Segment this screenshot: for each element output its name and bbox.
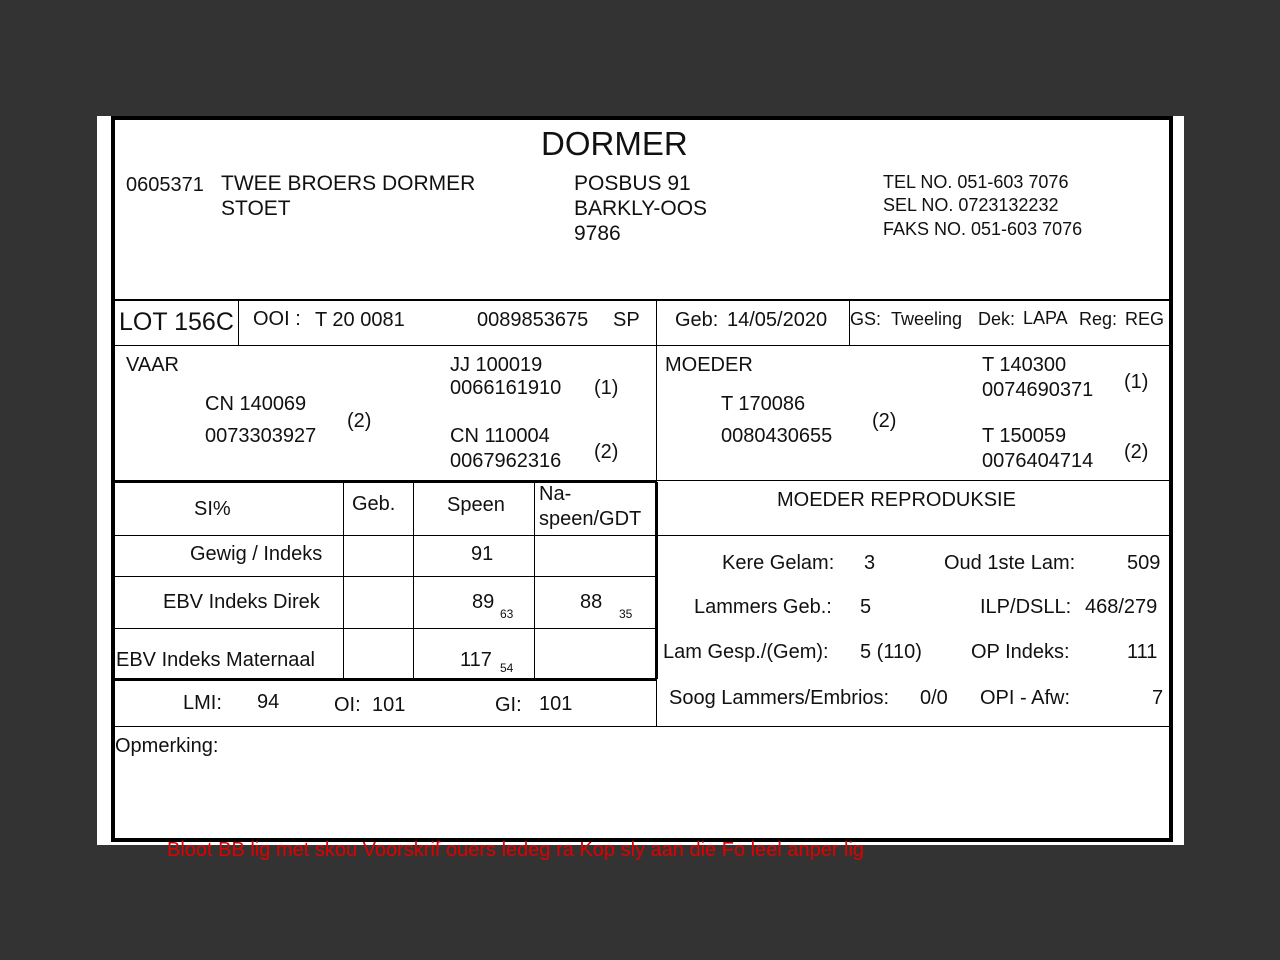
lambs-born-label: Lammers Geb.:: [694, 596, 832, 618]
sire-dam-mark: (2): [594, 441, 619, 463]
dam-dam-mark: (2): [1124, 441, 1149, 463]
dam-label: MOEDER: [665, 354, 753, 376]
sel-number: SEL NO. 0723132232: [883, 195, 1059, 215]
col-header-si: SI%: [194, 498, 231, 520]
gi-value: 101: [539, 693, 573, 715]
border-right: [1169, 116, 1173, 841]
times-lambed-label: Kere Gelam:: [722, 552, 835, 574]
tel-number: TEL NO. 051-603 7076: [883, 172, 1069, 192]
ebv-maternal-speen-accuracy: 54: [500, 661, 514, 675]
dek-label: Dek:: [978, 309, 1016, 329]
weight-index-speen: 91: [471, 543, 494, 565]
col-header-naspeen-line-2: speen/GDT: [539, 508, 642, 530]
dam-sire-mark: (1): [1124, 371, 1149, 393]
divider: [111, 345, 1173, 346]
sheep-id-number: 0089853675: [477, 309, 589, 331]
divider: [534, 482, 535, 679]
divider: [657, 480, 1173, 481]
footer-red-text: Bloot BB lig met skou Voorskrif ouers ledeg ra Kop sly aan die Fo leel anper lig: [167, 839, 865, 861]
opi-deviation-value: 7: [1152, 687, 1164, 709]
gs-label: GS:: [850, 309, 882, 329]
breeder-name-line-2: STOET: [221, 197, 291, 220]
address-line-3: 9786: [574, 222, 621, 245]
divider: [111, 299, 1173, 301]
sire-label: VAAR: [126, 354, 179, 376]
opi-deviation-label: OPI - Afw:: [980, 687, 1071, 709]
row-label-ebv-direct: EBV Indeks Direk: [163, 591, 320, 613]
remarks-label: Opmerking:: [115, 735, 219, 757]
col-header-speen: Speen: [447, 494, 505, 516]
divider: [655, 482, 658, 679]
op-index-value: 111: [1127, 641, 1158, 663]
border-left: [111, 116, 115, 841]
ebv-direct-naspeen: 88: [580, 591, 603, 613]
faks-number: FAKS NO. 051-603 7076: [883, 219, 1083, 239]
divider: [413, 482, 414, 679]
reg-value: REG: [1125, 309, 1165, 329]
divider: [111, 535, 657, 536]
page-title: DORMER: [541, 125, 688, 162]
col-header-geb: Geb.: [352, 493, 396, 515]
dam-number: 0080430655: [721, 425, 833, 447]
age-first-lamb-value: 509: [1127, 552, 1161, 574]
sire-sire-mark: (1): [594, 377, 619, 399]
address-line-1: POSBUS 91: [574, 172, 691, 195]
divider: [111, 480, 657, 483]
times-lambed-value: 3: [864, 552, 876, 574]
catalogue-card: [97, 116, 1184, 861]
dam-dam-name: T 150059: [982, 425, 1067, 447]
ebv-maternal-speen: 117: [460, 649, 492, 671]
divider: [657, 535, 1173, 536]
sire-sire-number: 0066161910: [450, 377, 562, 399]
dek-value: LAPA: [1023, 308, 1068, 328]
ebv-direct-naspeen-accuracy: 35: [619, 607, 633, 621]
op-index-label: OP Indeks:: [971, 641, 1070, 663]
oi-value: 101: [372, 694, 406, 716]
divider: [343, 482, 344, 679]
ooi-value: T 20 0081: [315, 309, 405, 331]
breeder-number: 0605371: [126, 174, 204, 196]
dam-sire-number: 0074690371: [982, 379, 1094, 401]
divider: [111, 576, 657, 577]
dam-name: T 170086: [721, 393, 806, 415]
sire-dam-number: 0067962316: [450, 450, 562, 472]
sire-number: 0073303927: [205, 425, 317, 447]
birth-date-label: Geb:: [675, 309, 719, 331]
sire-name: CN 140069: [205, 393, 307, 415]
sire-sire-name: JJ 100019: [450, 354, 543, 376]
gi-label: GI:: [495, 694, 522, 716]
sire-mark: (2): [347, 410, 372, 432]
lambs-weaned-label: Lam Gesp./(Gem):: [663, 641, 829, 663]
reg-label: Reg:: [1079, 309, 1118, 329]
divider: [238, 299, 239, 346]
divider: [111, 678, 657, 681]
address-line-2: BARKLY-OOS: [574, 197, 708, 220]
ilp-dsll-label: ILP/DSLL:: [980, 596, 1072, 618]
suckled-lambs-value: 0/0: [920, 687, 948, 709]
sire-dam-name: CN 110004: [450, 425, 550, 447]
lot-number: LOT 156C: [119, 308, 234, 336]
ebv-direct-speen-accuracy: 63: [500, 607, 514, 621]
ebv-direct-speen: 89: [472, 591, 495, 613]
breeder-name: TWEE BROERS DORMER: [221, 172, 476, 195]
divider: [111, 628, 657, 629]
divider: [111, 726, 1173, 727]
oi-label: OI:: [334, 694, 361, 716]
border-top: [111, 116, 1173, 120]
dam-dam-number: 0076404714: [982, 450, 1094, 472]
birth-date-value: 14/05/2020: [727, 309, 828, 331]
dam-mark: (2): [872, 410, 897, 432]
suckled-lambs-label: Soog Lammers/Embrios:: [669, 687, 890, 709]
row-label-ebv-maternal: EBV Indeks Maternaal: [116, 649, 315, 671]
age-first-lamb-label: Oud 1ste Lam:: [944, 552, 1076, 574]
row-label-weight-index: Gewig / Indeks: [190, 543, 323, 565]
ilp-dsll-value: 468/279: [1085, 596, 1158, 618]
col-header-naspeen: Na-: [539, 483, 572, 505]
lambs-weaned-value: 5 (110): [860, 641, 922, 663]
lmi-label: LMI:: [183, 692, 222, 714]
dam-sire-name: T 140300: [982, 354, 1067, 376]
gs-value: Tweeling: [891, 309, 963, 329]
dam-reproduction-title: MOEDER REPRODUKSIE: [777, 489, 1016, 511]
sp-code: SP: [613, 309, 640, 331]
lambs-born-value: 5: [860, 596, 872, 618]
ooi-label: OOI :: [253, 308, 301, 330]
lmi-value: 94: [257, 691, 280, 713]
